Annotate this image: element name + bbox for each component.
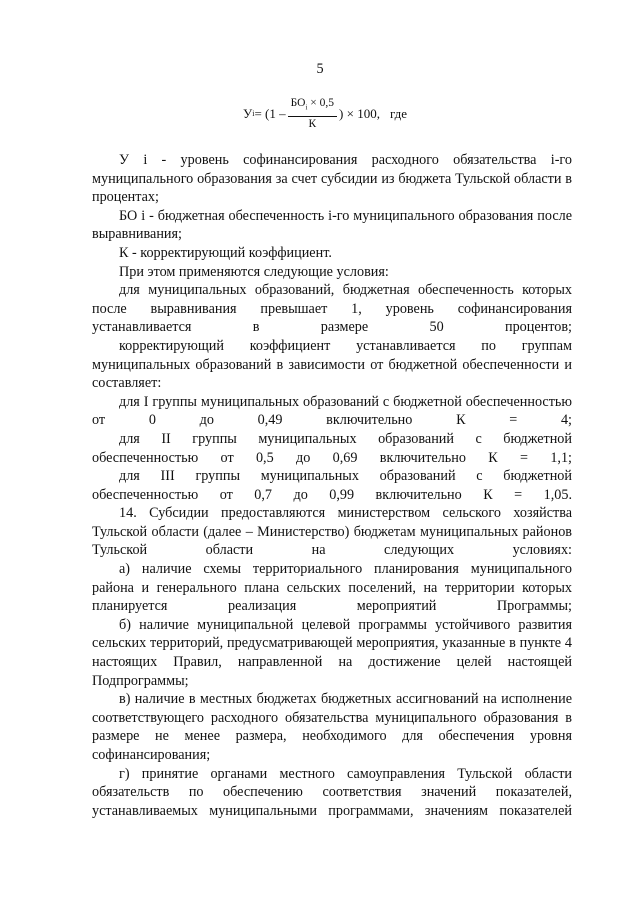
paragraph: корректирующий коэффициент устанавливается по группам муниципальных образований в зависимости от бюджетной обеспеченности и составляет:: [92, 337, 572, 392]
paragraph: К - корректирующий коэффициент.: [119, 244, 332, 261]
paragraph: 14. Субсидии предоставляются министерством сельского хозяйства Тульской области (далее – Министерство) бюджетам муниципальных районов Тульской области на следующих условиях:: [92, 505, 572, 559]
paragraph: для III группы муниципальных образований с бюджетной обеспеченностью от 0,7 до 0,99 включительно К = 1,05.: [92, 468, 572, 503]
paragraph: для II группы муниципальных образований с бюджетной обеспеченностью от 0,5 до 0,69 включительно К = 1,1;: [92, 430, 572, 466]
formula-lhs: У: [243, 105, 253, 121]
paragraph: б) наличие муниципальной целевой программы устойчивого развития сельских территорий, предусматривающей мероприятия, указанные в пункте 4 настоящих Правил, направленной на достижение целей настоящей Подпрограммы;: [92, 616, 572, 689]
paragraph: а) наличие схемы территориального планирования муниципального района и генерального плана сельских поселений, на территории которых планируется реализация мероприятий Программы;: [92, 561, 572, 615]
paragraph: При этом применяются следующие условия:: [119, 263, 389, 280]
paragraph: г) принятие органами местного самоуправления Тульской области обязательств по обеспечению соответствия значений показателей, устанавливаемых муниципальными программами, значениям показателей: [92, 765, 572, 819]
formula-denominator: К: [308, 117, 317, 130]
formula-close: ) × 100,: [339, 105, 380, 121]
paragraph: БО i - бюджетная обеспеченность i-го муниципального образования после выравнивания;: [92, 207, 572, 243]
formula-open: = (1 –: [254, 105, 286, 121]
paragraph: для I группы муниципальных образований с бюджетной обеспеченностью от 0 до 0,49 включительно К = 4;: [92, 393, 572, 429]
formula-numerator: $БО_i \times 0,5$: [288, 96, 337, 116]
formula-where: где: [389, 105, 408, 121]
paragraph: У i - уровень софинансирования расходного обязательства i-го муниципального образования за счет субсидии из бюджета Тульской области в процентах;: [92, 152, 572, 206]
formula-fraction: [288, 96, 337, 131]
formula: [243, 96, 407, 132]
paragraph: для муниципальных образований, бюджетная обеспеченность которых после выравнивания превышает 1, уровень софинансирования устанавливается в размере 50 процентов;: [92, 282, 572, 336]
document-body: [92, 151, 572, 820]
paragraph: в) наличие в местных бюджетах бюджетных ассигнований на исполнение соответствующего расходного обязательства муниципального образования в размере не менее размера, необходимого для обеспечения уровня софинансирования;: [92, 691, 572, 763]
formula-lhs-sub: i: [252, 108, 255, 118]
page-number: 5: [316, 61, 324, 77]
